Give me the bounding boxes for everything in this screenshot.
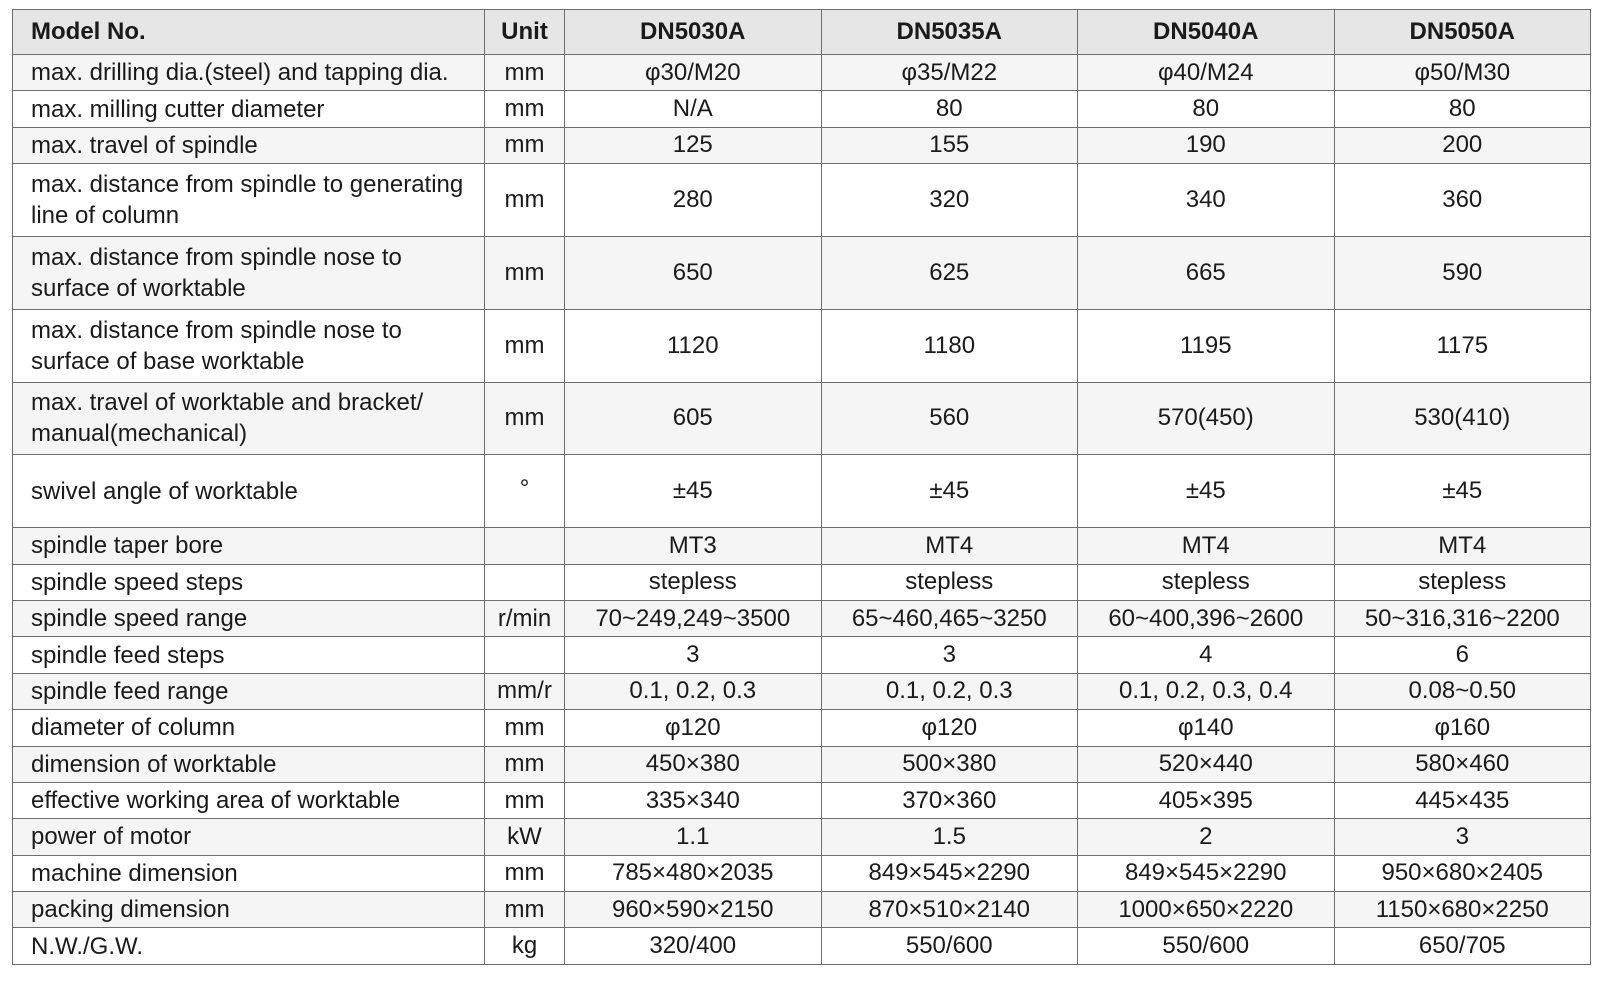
row-label: swivel angle of worktable	[13, 455, 485, 528]
row-label: packing dimension	[13, 892, 485, 928]
row-unit: r/min	[485, 600, 565, 636]
row-unit: mm	[485, 164, 565, 237]
cell-value: 60~400,396~2600	[1078, 600, 1335, 636]
row-label: max. travel of worktable and bracket/ manual(mechanical)	[13, 382, 485, 455]
cell-value: 65~460,465~3250	[821, 600, 1078, 636]
row-label: dimension of worktable	[13, 746, 485, 782]
cell-value: φ140	[1078, 710, 1335, 746]
cell-value: 1150×680×2250	[1334, 892, 1591, 928]
row-label: spindle feed steps	[13, 637, 485, 673]
cell-value: 849×545×2290	[1078, 855, 1335, 891]
cell-value: stepless	[821, 564, 1078, 600]
row-unit	[485, 637, 565, 673]
cell-value: 950×680×2405	[1334, 855, 1591, 891]
cell-value: 1000×650×2220	[1078, 892, 1335, 928]
cell-value: 580×460	[1334, 746, 1591, 782]
cell-value: 570(450)	[1078, 382, 1335, 455]
row-unit: mm	[485, 892, 565, 928]
cell-value: 340	[1078, 164, 1335, 237]
cell-value: 665	[1078, 236, 1335, 309]
cell-value: MT3	[565, 528, 822, 564]
cell-value: 650	[565, 236, 822, 309]
cell-value: 80	[1078, 91, 1335, 127]
header-unit: Unit	[485, 10, 565, 55]
row-label: max. distance from spindle to generating line of column	[13, 164, 485, 237]
cell-value: ±45	[821, 455, 1078, 528]
table-row	[13, 819, 1591, 855]
cell-value: 3	[1334, 819, 1591, 855]
table-row	[13, 382, 1591, 455]
table-row	[13, 710, 1591, 746]
table-row	[13, 928, 1591, 964]
cell-value: 70~249,249~3500	[565, 600, 822, 636]
cell-value: 1180	[821, 309, 1078, 382]
cell-value: ±45	[565, 455, 822, 528]
cell-value: 0.1, 0.2, 0.3	[821, 673, 1078, 709]
cell-value: 530(410)	[1334, 382, 1591, 455]
cell-value: 190	[1078, 127, 1335, 163]
row-label: max. travel of spindle	[13, 127, 485, 163]
table-row	[13, 782, 1591, 818]
table-row	[13, 746, 1591, 782]
cell-value: φ50/M30	[1334, 55, 1591, 91]
row-unit: mm	[485, 746, 565, 782]
table-row	[13, 55, 1591, 91]
row-unit: mm	[485, 127, 565, 163]
cell-value: stepless	[1334, 564, 1591, 600]
cell-value: 280	[565, 164, 822, 237]
cell-value: 4	[1078, 637, 1335, 673]
cell-value: 445×435	[1334, 782, 1591, 818]
row-unit: mm	[485, 782, 565, 818]
cell-value: 2	[1078, 819, 1335, 855]
row-unit: mm/r	[485, 673, 565, 709]
cell-value: 849×545×2290	[821, 855, 1078, 891]
cell-value: 155	[821, 127, 1078, 163]
cell-value: 605	[565, 382, 822, 455]
row-label: max. milling cutter diameter	[13, 91, 485, 127]
cell-value: N/A	[565, 91, 822, 127]
table-row	[13, 91, 1591, 127]
cell-value: 80	[1334, 91, 1591, 127]
cell-value: 6	[1334, 637, 1591, 673]
row-unit: mm	[485, 55, 565, 91]
cell-value: 370×360	[821, 782, 1078, 818]
table-row	[13, 528, 1591, 564]
spec-table-container	[12, 9, 1590, 965]
table-row	[13, 637, 1591, 673]
table-row	[13, 600, 1591, 636]
cell-value: φ160	[1334, 710, 1591, 746]
cell-value: 1175	[1334, 309, 1591, 382]
cell-value: 320/400	[565, 928, 822, 964]
row-unit: mm	[485, 855, 565, 891]
cell-value: stepless	[1078, 564, 1335, 600]
cell-value: 450×380	[565, 746, 822, 782]
row-label: power of motor	[13, 819, 485, 855]
row-unit: mm	[485, 309, 565, 382]
row-label: N.W./G.W.	[13, 928, 485, 964]
cell-value: 360	[1334, 164, 1591, 237]
table-row	[13, 127, 1591, 163]
cell-value: 1120	[565, 309, 822, 382]
cell-value: 80	[821, 91, 1078, 127]
cell-value: 1.5	[821, 819, 1078, 855]
cell-value: 320	[821, 164, 1078, 237]
cell-value: ±45	[1078, 455, 1335, 528]
cell-value: φ30/M20	[565, 55, 822, 91]
cell-value: 590	[1334, 236, 1591, 309]
table-row	[13, 855, 1591, 891]
cell-value: MT4	[1334, 528, 1591, 564]
header-row	[13, 10, 1591, 55]
cell-value: MT4	[1078, 528, 1335, 564]
cell-value: 0.1, 0.2, 0.3, 0.4	[1078, 673, 1335, 709]
cell-value: ±45	[1334, 455, 1591, 528]
table-row	[13, 455, 1591, 528]
cell-value: 500×380	[821, 746, 1078, 782]
cell-value: 650/705	[1334, 928, 1591, 964]
cell-value: φ120	[821, 710, 1078, 746]
cell-value: 870×510×2140	[821, 892, 1078, 928]
header-model-dn5040a: DN5040A	[1078, 10, 1335, 55]
cell-value: 560	[821, 382, 1078, 455]
table-row	[13, 673, 1591, 709]
cell-value: 0.1, 0.2, 0.3	[565, 673, 822, 709]
cell-value: φ35/M22	[821, 55, 1078, 91]
row-unit: kW	[485, 819, 565, 855]
header-model-no: Model No.	[13, 10, 485, 55]
row-unit: mm	[485, 91, 565, 127]
cell-value: 550/600	[1078, 928, 1335, 964]
header-model-dn5035a: DN5035A	[821, 10, 1078, 55]
cell-value: 960×590×2150	[565, 892, 822, 928]
cell-value: 200	[1334, 127, 1591, 163]
table-row	[13, 564, 1591, 600]
row-label: max. drilling dia.(steel) and tapping dia.	[13, 55, 485, 91]
cell-value: MT4	[821, 528, 1078, 564]
spec-table	[12, 9, 1591, 965]
cell-value: 0.08~0.50	[1334, 673, 1591, 709]
cell-value: 520×440	[1078, 746, 1335, 782]
row-label: machine dimension	[13, 855, 485, 891]
cell-value: 335×340	[565, 782, 822, 818]
cell-value: 625	[821, 236, 1078, 309]
row-label: spindle speed range	[13, 600, 485, 636]
cell-value: φ120	[565, 710, 822, 746]
cell-value: 50~316,316~2200	[1334, 600, 1591, 636]
cell-value: 405×395	[1078, 782, 1335, 818]
cell-value: stepless	[565, 564, 822, 600]
header-model-dn5030a: DN5030A	[565, 10, 822, 55]
row-unit: mm	[485, 710, 565, 746]
cell-value: 1195	[1078, 309, 1335, 382]
cell-value: 785×480×2035	[565, 855, 822, 891]
table-row	[13, 236, 1591, 309]
table-row	[13, 309, 1591, 382]
row-label: max. distance from spindle nose to surface of worktable	[13, 236, 485, 309]
table-row	[13, 164, 1591, 237]
cell-value: 125	[565, 127, 822, 163]
row-label: effective working area of worktable	[13, 782, 485, 818]
row-unit: mm	[485, 236, 565, 309]
row-label: max. distance from spindle nose to surface of base worktable	[13, 309, 485, 382]
header-model-dn5050a: DN5050A	[1334, 10, 1591, 55]
cell-value: 550/600	[821, 928, 1078, 964]
row-unit	[485, 564, 565, 600]
table-row	[13, 892, 1591, 928]
row-unit: mm	[485, 382, 565, 455]
row-label: spindle speed steps	[13, 564, 485, 600]
row-unit: °	[485, 455, 565, 528]
row-label: spindle taper bore	[13, 528, 485, 564]
row-label: spindle feed range	[13, 673, 485, 709]
cell-value: 1.1	[565, 819, 822, 855]
cell-value: 3	[565, 637, 822, 673]
cell-value: 3	[821, 637, 1078, 673]
row-label: diameter of column	[13, 710, 485, 746]
row-unit	[485, 528, 565, 564]
cell-value: φ40/M24	[1078, 55, 1335, 91]
row-unit: kg	[485, 928, 565, 964]
